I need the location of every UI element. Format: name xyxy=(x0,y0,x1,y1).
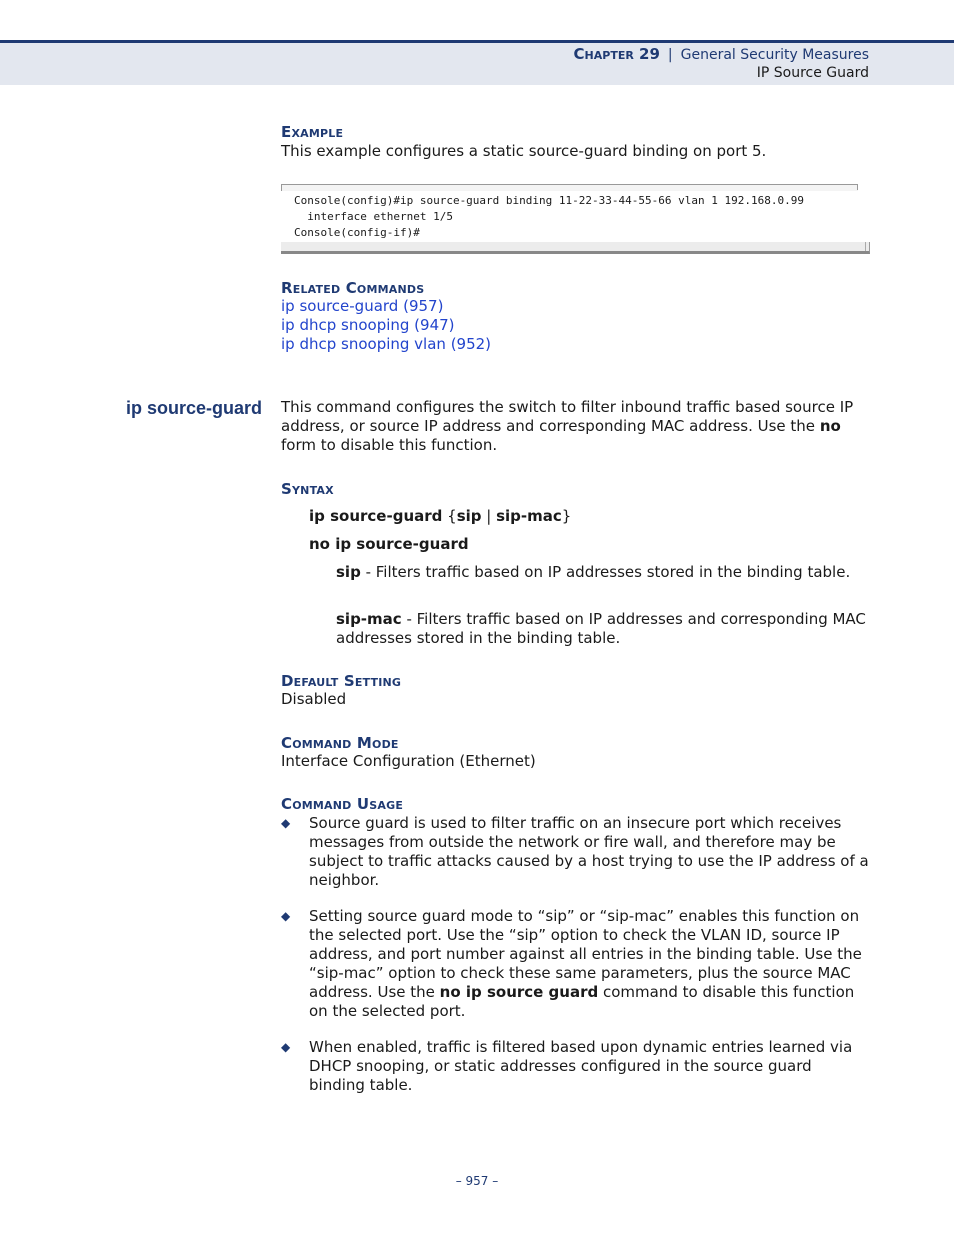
usage-bullet-1: ◆ Source guard is used to filter traffic on an insecure port which receives messages from outside the network or fire wall, and therefore may be subject to traffic attacks caused by a host trying to use the IP address of a neighbor. xyxy=(281,814,869,889)
diamond-bullet-icon: ◆ xyxy=(281,909,291,923)
default-setting-text: Disabled xyxy=(281,690,347,708)
command-mode-text: Interface Configuration (Ethernet) xyxy=(281,752,536,770)
running-header xyxy=(574,45,869,82)
diamond-bullet-icon: ◆ xyxy=(281,816,291,830)
command-usage-heading: Command Usage xyxy=(281,795,404,813)
example-heading: Example xyxy=(281,123,344,141)
example-text: This example configures a static source-guard binding on port 5. xyxy=(281,142,767,160)
chapter-label: Chapter 29 xyxy=(573,45,660,63)
page-number: – 957 – xyxy=(455,1174,499,1188)
diamond-bullet-icon: ◆ xyxy=(281,1040,291,1054)
link-ip-dhcp-snooping[interactable]: ip dhcp snooping (947) xyxy=(281,316,455,334)
command-mode-heading: Command Mode xyxy=(281,734,399,752)
subsection-title: IP Source Guard xyxy=(756,65,869,81)
syntax-line-2: no ip source-guard xyxy=(309,535,469,553)
command-description: This command configures the switch to filter inbound traffic based source IP address, or source IP address and corresponding MAC address. Use the no form to disable this function. xyxy=(281,398,854,454)
syntax-line-1: ip source-guard {sip | sip-mac} xyxy=(309,507,572,525)
default-setting-heading: Default Setting xyxy=(281,672,402,690)
related-commands-list xyxy=(281,297,871,354)
code-example xyxy=(281,184,869,254)
section-title: General Security Measures xyxy=(680,47,869,63)
usage-bullet-3: ◆ When enabled, traffic is filtered based upon dynamic entries learned via DHCP snooping, or static addresses configured in the source guard binding table. xyxy=(281,1038,853,1094)
link-ip-source-guard[interactable]: ip source-guard (957) xyxy=(281,297,444,315)
link-ip-dhcp-snooping-vlan[interactable]: ip dhcp snooping vlan (952) xyxy=(281,335,492,353)
param-sip-mac: sip-mac - Filters traffic based on IP addresses and corresponding MAC addresses stored in the binding table. xyxy=(336,610,866,647)
header-separator: | xyxy=(667,47,673,63)
code-text: Console(config)#ip source-guard binding 11-22-33-44-55-66 vlan 1 192.168.0.99 interface ethernet 1/5 Console(config-if)# xyxy=(294,194,804,239)
command-title: ip source-guard xyxy=(126,398,263,418)
param-sip: sip - Filters traffic based on IP addresses stored in the binding table. xyxy=(336,563,851,581)
syntax-heading: Syntax xyxy=(281,480,334,498)
usage-bullet-2: ◆ Setting source guard mode to “sip” or “sip-mac” enables this function on the selected port. Use the “sip” option to check the VLAN ID, source IP address, and port number against all entries in the binding table. Use the “sip-mac” option to check these same parameters, plus the source MAC address. Use the no ip source guard command to disable this function on the selected port. xyxy=(281,907,862,1020)
related-commands-heading: Related Commands xyxy=(281,279,425,297)
